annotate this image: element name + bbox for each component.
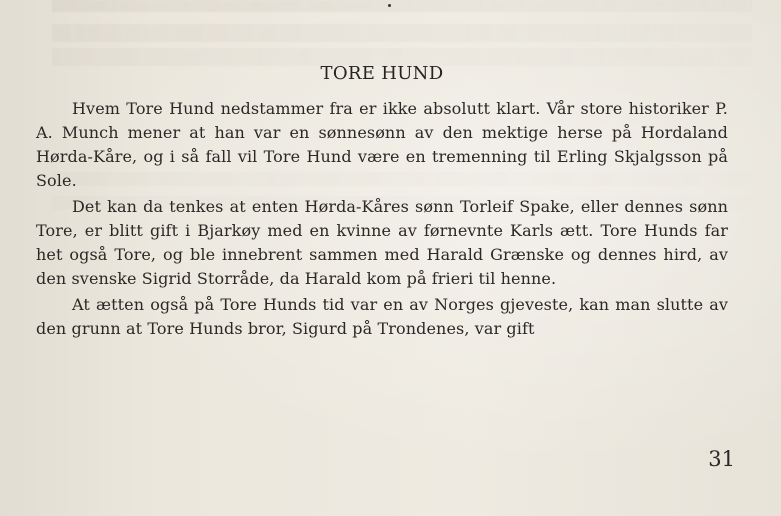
chapter-heading: TORE HUND [320, 63, 444, 84]
page-number: 31 [708, 447, 735, 471]
page-content [36, 61, 728, 341]
paragraph-3: At ætten også på Tore Hunds tid var en av Norges gjeveste, kan man slutte av den grunn at Tore Hunds bror, Sigurd på Trondenes, var gift [36, 295, 728, 338]
ink-dot [388, 4, 391, 7]
paragraph-2: Det kan da tenkes at enten Hørda-Kåres sønn Torleif Spake, eller dennes sønn Tore, er blitt gift i Bjarkøy med en kvinne av førnevnte Karls ætt. Tore Hunds far het også Tore, og ble innebrent sammen med Harald Grænske og dennes hird, av den svenske Sigrid Storråde, da Harald kom på frieri til henne. [36, 197, 728, 288]
body-text [36, 97, 728, 341]
paragraph-1: Hvem Tore Hund nedstammer fra er ikke absolutt klart. Vår store historiker P. A. Munch mener at han var en sønnesønn av den mektige herse på Hordaland Hørda-Kåre, og i så fall vil Tore Hund være en tremenning til Erling Skjalgsson på Sole. [36, 99, 728, 190]
